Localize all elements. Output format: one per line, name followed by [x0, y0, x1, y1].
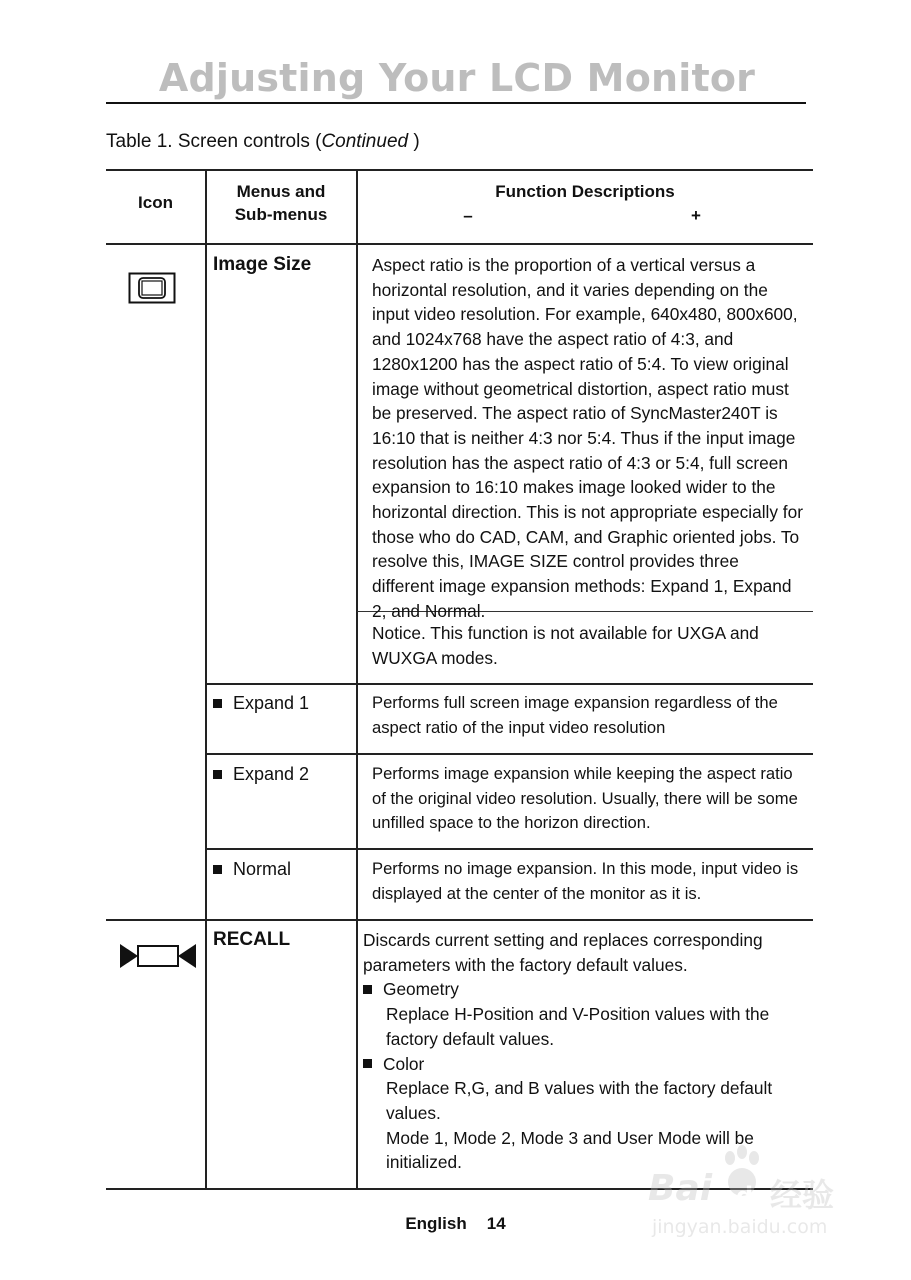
expand1-top-border: [205, 683, 813, 685]
bullet-square-icon: [363, 985, 372, 994]
recall-icon: [118, 942, 198, 970]
page-title: Adjusting Your LCD Monitor: [158, 56, 756, 100]
caption-suffix: ): [408, 131, 420, 152]
recall-geometry-text: Replace H-Position and V-Position values with the factory default values.: [386, 1004, 770, 1049]
bullet-square-icon: [213, 865, 222, 874]
column-divider-icon: [205, 169, 207, 1190]
column-divider-menus: [356, 169, 358, 1190]
header-bottom-border: [106, 243, 813, 245]
normal-top-border: [205, 848, 813, 850]
table-caption: [106, 130, 420, 154]
image-size-description: Aspect ratio is the proportion of a vertical versus a horizontal resolution, and it varies depending on the input video resolution. For example, 640x480, 800x600, and 1024x768 have the aspect ratio of 4:3, and 1280x1200 has the aspect ratio of 5:4. To view original image without geometrical distortion, aspect ratio must be preserved. The aspect ratio of SyncMaster240T is 16:10 that is neither 4:3 nor 5:4. Thus if the input image resolution has the aspect ratio of 4:3 or 5:4, full screen expansion to 16:10 makes image looked wider to the horizontal direction. This is not appropriate especially for those who do CAD, CAM, and Graphic oriented jobs. To resolve this, IMAGE SIZE control provides three different image expansion methods: Expand 1, Expand 2, and Normal.: [372, 255, 803, 621]
expand2-top-border: [205, 753, 813, 755]
submenu-normal-label: Normal: [233, 859, 292, 879]
title-rule: [106, 102, 806, 104]
submenu-expand-2: [213, 762, 309, 786]
table-top-border: [106, 169, 813, 171]
header-menus-line2: Sub-menus: [234, 205, 328, 224]
header-menus: [206, 180, 356, 226]
caption-continued: Continued: [321, 131, 409, 152]
bullet-square-icon: [213, 770, 222, 779]
header-icon: Icon: [138, 193, 173, 212]
bullet-square-icon: [363, 1059, 372, 1068]
menu-image-size: Image Size: [213, 254, 312, 275]
recall-mode-text: Mode 1, Mode 2, Mode 3 and User Mode will be initialized.: [386, 1127, 754, 1173]
header-function-descriptions: Function Descriptions: [495, 182, 675, 201]
recall-color-text: Replace R,G, and B values with the factory default values.: [386, 1078, 773, 1123]
recall-color-label: Color: [383, 1053, 425, 1074]
submenu-expand-1: [213, 691, 309, 715]
footer-language: English: [405, 1214, 467, 1233]
watermark-brand-du: du: [736, 1182, 771, 1210]
submenu-normal: [213, 857, 291, 881]
image-size-bottom-border: [106, 919, 813, 921]
header-plus: +: [691, 206, 701, 225]
normal-description: Performs no image expansion. In this mode, input video is displayed at the center of the monitor as it is.: [372, 859, 799, 903]
submenu-expand-2-label: Expand 2: [233, 764, 310, 784]
recall-description: Discards current setting and replaces corresponding parameters with the factory default values.: [363, 930, 763, 975]
bullet-square-icon: [213, 699, 222, 708]
recall-description-block: [363, 928, 806, 1175]
recall-geometry-item: [363, 977, 806, 1002]
menu-recall: RECALL: [213, 929, 291, 950]
header-menus-line1: Menus and: [236, 182, 326, 201]
recall-color-item: [363, 1052, 806, 1077]
image-size-icon: [128, 272, 176, 304]
watermark-brand: Bai: [648, 1168, 713, 1209]
header-minus: –: [463, 206, 473, 225]
expand-2-description: Performs image expansion while keeping the aspect ratio of the original video resolution. Usually, there will be some unfilled space to the horizon direction.: [372, 764, 798, 833]
expand-1-description: Performs full screen image expansion regardless of the aspect ratio of the input video resolution: [372, 693, 778, 737]
watermark: [642, 1140, 872, 1250]
watermark-cn: 经验: [770, 1176, 835, 1214]
image-size-notice: Notice. This function is not available for UXGA and WUXGA modes.: [372, 623, 759, 668]
caption-prefix: Table 1. Screen controls (: [106, 131, 322, 152]
footer-page-number: 14: [486, 1214, 506, 1233]
submenu-expand-1-label: Expand 1: [233, 693, 310, 713]
recall-geometry-label: Geometry: [383, 979, 459, 1000]
watermark-url: jingyan.baidu.com: [652, 1216, 828, 1238]
